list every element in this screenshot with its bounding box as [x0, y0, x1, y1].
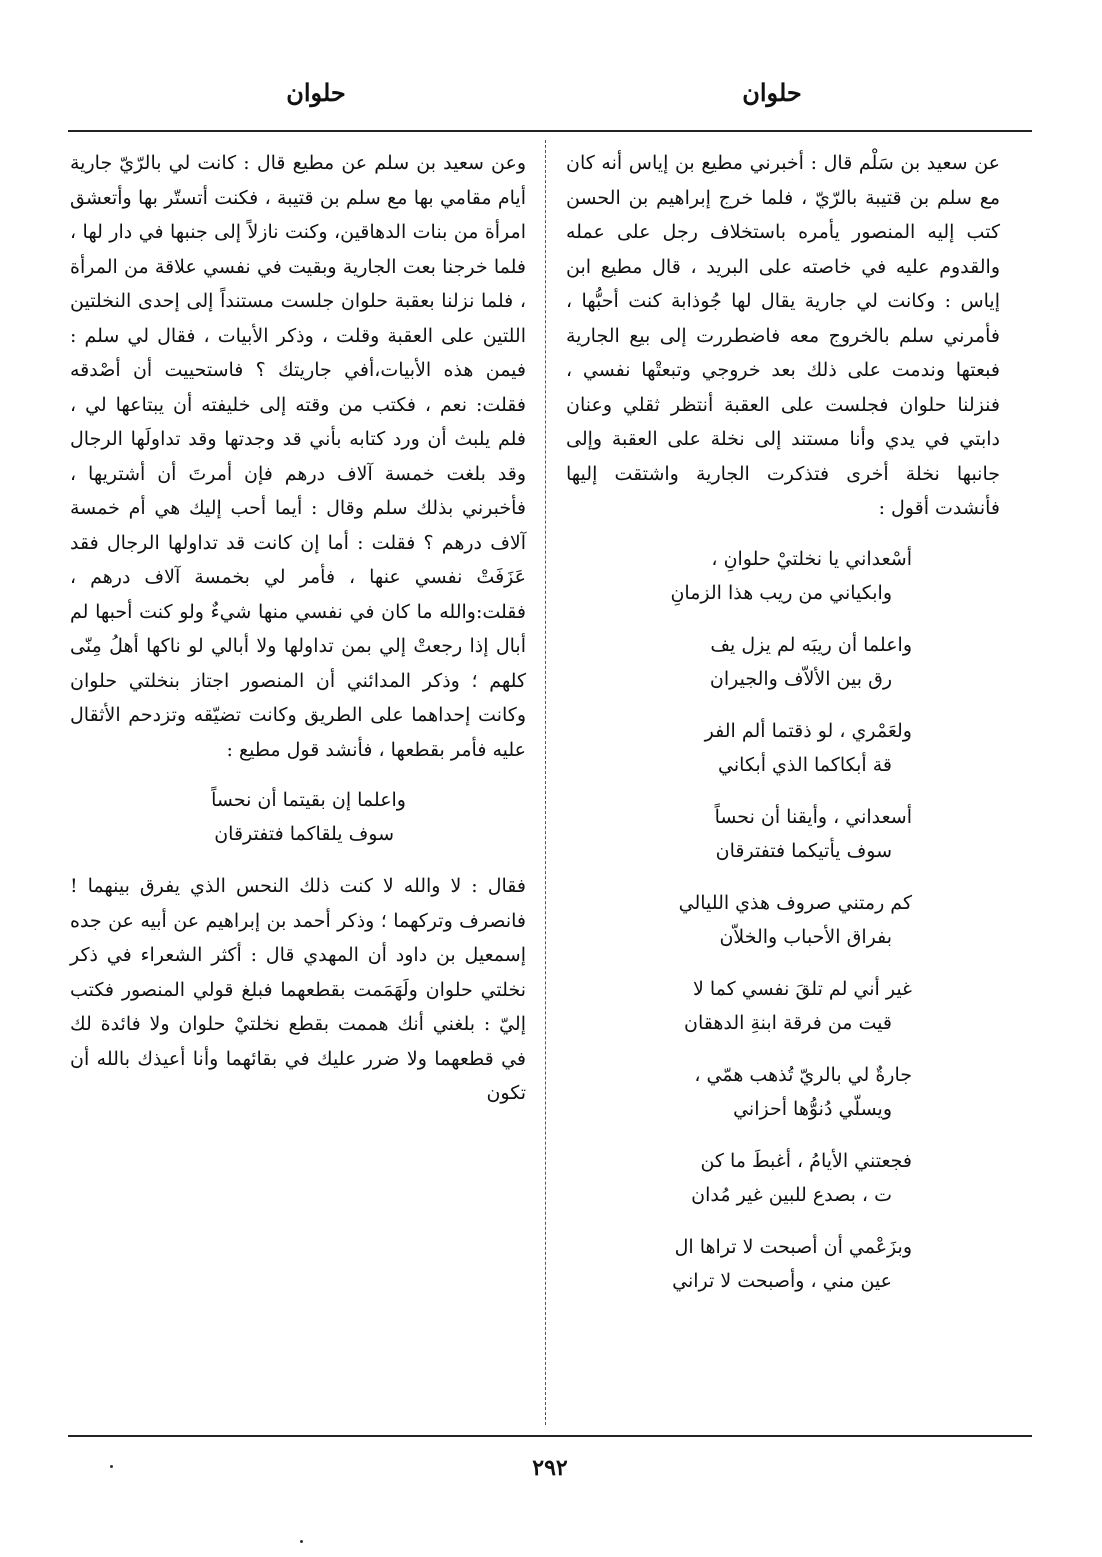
- column-divider: [545, 140, 546, 1425]
- header-rule: [68, 130, 1032, 132]
- verse-second-hemistich: بفراق الأحباب والخلاّن: [719, 925, 892, 948]
- verse: [70, 783, 526, 851]
- verse-second-hemistich: ت ، بصدع للبين غير مُدان: [691, 1183, 892, 1206]
- verse-second-hemistich: سوف يأتيكما فتفترقان: [715, 839, 892, 862]
- verse-first-hemistich: ولعَمْري ، لو ذقتما ألم الفر: [704, 719, 912, 742]
- page-number: ٢٩٢: [532, 1455, 568, 1481]
- verse-first-hemistich: كم رمتني صروف هذي الليالي: [678, 891, 912, 914]
- left-column-paragraph-2: فقال : لا والله لا كنت ذلك النحس الذي يفرق بينهما ! فانصرف وتركهما ؛ وذكر أحمد بن إبراهيم عن أبيه عن جده إسمعيل بن داود أن المهدي قال : أكثر الشعراء في ذكر نخلتي حلوان ولَهَمَمت بقطعهما فبلغ قولي المنصور فكتب إليّ : بلغني أنك هممت بقطع نخلتيْ حلوان ولا فائدة لك في قطعهما ولا ضرر عليك في بقائهما وأنا أعيذك بالله أن تكون: [70, 875, 526, 1104]
- verse-second-hemistich: قة أبكاكما الذي أبكاني: [718, 753, 892, 776]
- verse: [566, 1230, 1000, 1298]
- verse-second-hemistich: قيت من فرقة ابنةِ الدهقان: [683, 1011, 892, 1034]
- verse: [566, 886, 1000, 954]
- verse-second-hemistich: سوف يلقاكما فتفترقان: [214, 823, 394, 845]
- verse-second-hemistich: وابكياني من ريب هذا الزمانِ: [670, 581, 892, 604]
- right-column-poem: [566, 542, 1000, 1298]
- verse: [566, 800, 1000, 868]
- running-header-right: حلوان: [742, 78, 802, 107]
- right-column: [566, 146, 1000, 1316]
- verse: [566, 972, 1000, 1040]
- print-speck: [300, 1540, 303, 1543]
- verse-first-hemistich: واعلما أن ريبَه لم يزل يف: [710, 633, 912, 656]
- left-column-paragraph-1: وعن سعيد بن سلم عن مطيع قال : كانت لي بالرّيّ جارية أيام مقامي بها مع سلم بن قتيبة ، فكنت أتستّر بها وأتعشق امرأة من بنات الدهاقين، وكنت نازلاً إلى جنبها في دار لها ، فلما خرجنا بعت الجارية وبقيت في نفسي علاقة من المرأة ، فلما نزلنا بعقبة حلوان جلست مستنداً إلى إحدى النخلتين اللتين على العقبة وقلت ، وذكر الأبيات ، فقال لي سلم : فيمن هذه الأبيات،أفي جاريتك ؟ فاستحييت أن أصْدقه فقلت: نعم ، فكتب من وقته إلى خليفته أن يبتاعها لي ، فلم يلبث أن ورد كتابه بأني قد وجدتها وقد تداولَها الرجال وقد بلغت خمسة آلاف درهم فإن أمرتَ أن أشتريها ، فأخبرني بذلك سلم وقال : أيما أحب إليك هي أم خمسة آلاف درهم ؟ فقلت : أما إن كانت قد تداولها الرجال فقد عَزَفَتْ نفسي عنها ، فأمر لي بخمسة آلاف درهم ، فقلت:والله ما كان في نفسي منها شيءٌ ولو كنت أحبها لم أبال إذا رجعتْ إلي بمن تداولها ولا أبالي لو ناكها أهلُ مِنّى كلهم ؛ وذكر المدائني أن المنصور اجتاز بنخلتي حلوان وكانت إحداهما على الطريق وكانت تضيّقه وتزدحم الأثقال عليه فأمر بقطعها ، فأنشد قول مطيع :: [70, 152, 526, 761]
- verse: [566, 1058, 1000, 1126]
- verse-first-hemistich: أسعداني ، وأيقنا أن نحساً: [714, 805, 912, 828]
- verse-second-hemistich: ويسلّي دُنوُّها أحزاني: [733, 1097, 892, 1120]
- running-header-left: حلوان: [286, 78, 346, 107]
- verse-second-hemistich: عين مني ، وأصبحت لا تراني: [672, 1269, 892, 1292]
- verse: [566, 628, 1000, 696]
- print-speck: [110, 1465, 113, 1468]
- verse-second-hemistich: رق بين الألاّف والجيران: [709, 667, 892, 690]
- verse-first-hemistich: وبزَعْمي أن أصبحت لا تراها ال: [674, 1235, 912, 1258]
- verse-first-hemistich: غير أني لم تلقَ نفسي كما لا: [693, 977, 912, 1000]
- right-column-paragraph: عن سعيد بن سَلْم قال : أخبرني مطيع بن إياس أنه كان مع سلم بن قتيبة بالرّيّ ، فلما خرج إبراهيم بن الحسن كتب إليه المنصور يأمره باستخلاف رجل على عمله والقدوم عليه في خاصته على البريد ، قال مطيع ابن إياس : وكانت لي جارية يقال لها جُوذابة كنت أحبُّها ، فأمرني سلم بالخروج معه فاضطررت إلى بيع الجارية فبعتها وندمت على ذلك بعد خروجي وتبعتْها نفسي ، فنزلنا حلوان فجلست على العقبة أنتظر ثقلي وعنان دابتي في يدي وأنا مستند إلى نخلة على العقبة وإلى جانبها نخلة أخرى فتذكرت الجارية واشتقت إليها فأنشدت أقول :: [566, 152, 1000, 519]
- verse-first-hemistich: أسْعداني يا نخلتيْ حلوانِ ،: [711, 547, 912, 570]
- verse: [566, 542, 1000, 610]
- verse-first-hemistich: جارةٌ لي بالريّ تُذهب همّي ،: [694, 1063, 912, 1086]
- left-column: [70, 146, 526, 1111]
- verse-first-hemistich: فجعتني الأيامُ ، أغبطَ ما كن: [700, 1149, 912, 1172]
- left-column-poem: [70, 783, 526, 851]
- verse-first-hemistich: واعلما إن بقيتما أن نحساً: [211, 789, 406, 811]
- verse: [566, 1144, 1000, 1212]
- verse: [566, 714, 1000, 782]
- footer-rule: [68, 1435, 1032, 1437]
